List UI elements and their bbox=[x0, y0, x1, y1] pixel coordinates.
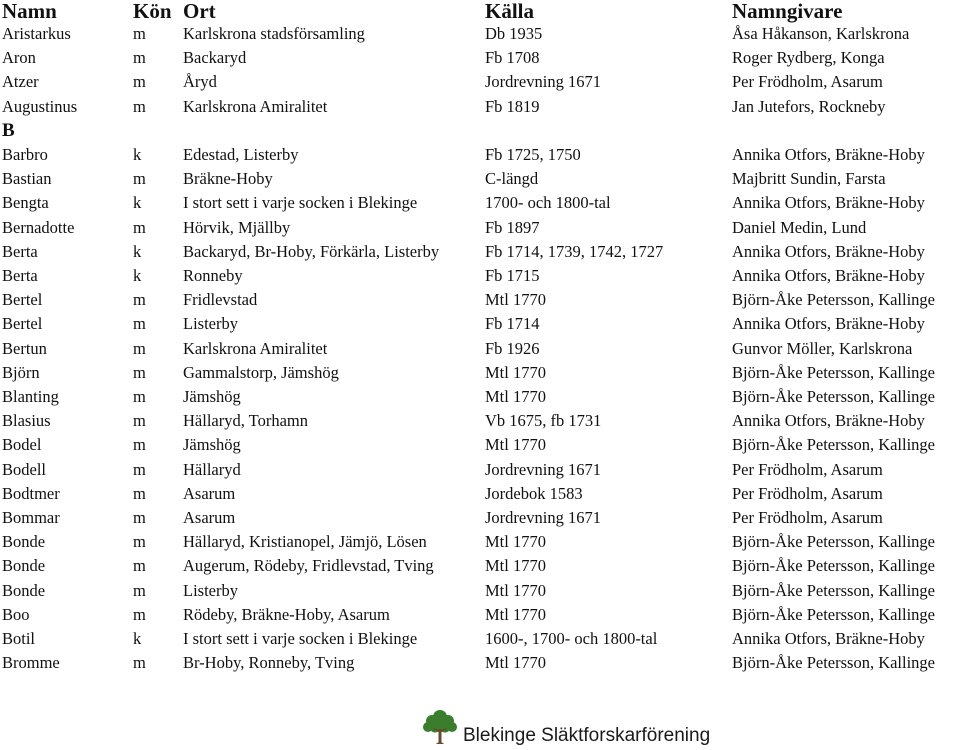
cell-ort: Hällaryd, Kristianopel, Jämjö, Lösen bbox=[183, 532, 427, 552]
table-row bbox=[2, 603, 960, 627]
cell-kon: m bbox=[133, 96, 146, 116]
table-row bbox=[2, 361, 960, 385]
table-row bbox=[2, 627, 960, 651]
table-row bbox=[2, 264, 960, 288]
table-row bbox=[2, 337, 960, 361]
cell-namn: Bastian bbox=[2, 169, 52, 189]
table-row bbox=[2, 579, 960, 603]
table-row bbox=[2, 22, 960, 46]
cell-ort: Jämshög bbox=[183, 435, 241, 455]
cell-kalla: Fb 1897 bbox=[485, 217, 540, 237]
cell-kon: m bbox=[133, 24, 146, 43]
column-header-namngivare: Namngivare bbox=[732, 0, 843, 23]
table-row bbox=[2, 46, 960, 70]
cell-namngivare: Björn-Åke Petersson, Kallinge bbox=[732, 556, 936, 576]
cell-ort: Bräkne-Hoby bbox=[183, 169, 273, 189]
cell-kalla: Jordrevning 1671 bbox=[485, 508, 601, 528]
cell-kalla: Fb 1926 bbox=[485, 338, 540, 358]
table-row bbox=[2, 191, 960, 215]
cell-namn: Berta bbox=[2, 241, 38, 261]
cell-namn: Bonde bbox=[2, 556, 46, 576]
table-row bbox=[2, 70, 960, 94]
column-header-ort: Ort bbox=[183, 0, 216, 23]
cell-kalla: Mtl 1770 bbox=[485, 532, 546, 552]
cell-namn: Augustinus bbox=[2, 96, 78, 116]
cell-kalla: Fb 1714, 1739, 1742, 1727 bbox=[485, 241, 664, 261]
cell-ort: Gammalstorp, Jämshög bbox=[183, 362, 339, 382]
cell-kon: m bbox=[133, 604, 146, 624]
cell-kon: m bbox=[133, 580, 146, 600]
table-row bbox=[2, 216, 960, 240]
cell-namn: Aristarkus bbox=[2, 24, 71, 43]
column-header-kon: Kön bbox=[133, 0, 172, 23]
cell-kon: m bbox=[133, 411, 146, 431]
cell-namn: Berta bbox=[2, 266, 38, 286]
table-row bbox=[2, 458, 960, 482]
cell-kalla: 1700- och 1800-tal bbox=[485, 193, 611, 213]
section-letter: B bbox=[2, 119, 15, 141]
cell-ort: Rödeby, Bräkne-Hoby, Asarum bbox=[183, 604, 390, 624]
cell-ort: Karlskrona Amiralitet bbox=[183, 96, 328, 116]
cell-kon: m bbox=[133, 483, 146, 503]
cell-kon: k bbox=[133, 241, 142, 261]
cell-ort: Jämshög bbox=[183, 387, 241, 407]
cell-kon: m bbox=[133, 169, 146, 189]
cell-ort: Backaryd, Br-Hoby, Förkärla, Listerby bbox=[183, 241, 440, 261]
table-body-b bbox=[2, 143, 960, 675]
section-letter-row bbox=[2, 119, 960, 143]
cell-namn: Bonde bbox=[2, 580, 46, 600]
cell-ort: Hörvik, Mjällby bbox=[183, 217, 291, 237]
cell-ort: I stort sett i varje socken i Blekinge bbox=[183, 193, 418, 213]
cell-namngivare: Annika Otfors, Bräkne-Hoby bbox=[732, 411, 925, 431]
cell-ort: Asarum bbox=[183, 508, 236, 528]
cell-namngivare: Per Frödholm, Asarum bbox=[732, 508, 883, 528]
cell-namngivare: Annika Otfors, Bräkne-Hoby bbox=[732, 314, 925, 334]
cell-kon: m bbox=[133, 508, 146, 528]
cell-kalla: Mtl 1770 bbox=[485, 556, 546, 576]
cell-namn: Bengta bbox=[2, 193, 49, 213]
table-row bbox=[2, 288, 960, 312]
cell-kalla: Mtl 1770 bbox=[485, 362, 546, 382]
cell-ort: Åryd bbox=[183, 72, 217, 92]
cell-namngivare: Björn-Åke Petersson, Kallinge bbox=[732, 290, 936, 310]
cell-namn: Bertun bbox=[2, 338, 47, 358]
cell-kon: m bbox=[133, 338, 146, 358]
table-header-row bbox=[2, 0, 960, 22]
table-row bbox=[2, 433, 960, 457]
cell-kalla: Fb 1819 bbox=[485, 96, 540, 116]
cell-namngivare: Annika Otfors, Bräkne-Hoby bbox=[732, 241, 925, 261]
cell-namngivare: Annika Otfors, Bräkne-Hoby bbox=[732, 193, 925, 213]
cell-namngivare: Björn-Åke Petersson, Kallinge bbox=[732, 532, 936, 552]
cell-kon: m bbox=[133, 556, 146, 576]
cell-kon: k bbox=[133, 145, 142, 165]
cell-namn: Atzer bbox=[2, 72, 39, 92]
cell-namngivare: Annika Otfors, Bräkne-Hoby bbox=[732, 629, 925, 649]
cell-ort: Listerby bbox=[183, 580, 238, 600]
cell-namn: Aron bbox=[2, 48, 36, 68]
cell-kalla: C-längd bbox=[485, 169, 539, 189]
cell-ort: I stort sett i varje socken i Blekinge bbox=[183, 629, 418, 649]
cell-kalla: Jordebok 1583 bbox=[485, 483, 583, 503]
cell-kalla: Vb 1675, fb 1731 bbox=[485, 411, 602, 431]
cell-kon: m bbox=[133, 435, 146, 455]
cell-namn: Bodell bbox=[2, 459, 46, 479]
cell-kalla: Fb 1714 bbox=[485, 314, 540, 334]
cell-kon: m bbox=[133, 48, 146, 68]
cell-kon: m bbox=[133, 72, 146, 92]
cell-namn: Bertel bbox=[2, 314, 43, 334]
cell-kalla: 1600-, 1700- och 1800-tal bbox=[485, 629, 658, 649]
section-letter-group bbox=[2, 119, 960, 143]
table-row bbox=[2, 409, 960, 433]
table-row bbox=[2, 530, 960, 554]
cell-kalla: Fb 1725, 1750 bbox=[485, 145, 581, 165]
cell-kalla: Jordrevning 1671 bbox=[485, 72, 601, 92]
cell-namngivare: Björn-Åke Petersson, Kallinge bbox=[732, 580, 936, 600]
cell-namn: Bodtmer bbox=[2, 483, 60, 503]
footer-organization-name: Blekinge Släktforskarförening bbox=[463, 725, 711, 746]
table-row bbox=[2, 385, 960, 409]
cell-namngivare: Roger Rydberg, Konga bbox=[732, 48, 885, 68]
cell-kon: m bbox=[133, 290, 146, 310]
column-header-namn: Namn bbox=[2, 0, 57, 23]
cell-kon: m bbox=[133, 532, 146, 552]
cell-namngivare: Björn-Åke Petersson, Kallinge bbox=[732, 387, 936, 407]
cell-namn: Bodel bbox=[2, 435, 42, 455]
table-row bbox=[2, 651, 960, 675]
cell-namn: Blanting bbox=[2, 387, 59, 407]
cell-kon: m bbox=[133, 314, 146, 334]
cell-kon: m bbox=[133, 217, 146, 237]
cell-namngivare: Björn-Åke Petersson, Kallinge bbox=[732, 435, 936, 455]
cell-ort: Karlskrona Amiralitet bbox=[183, 338, 328, 358]
cell-ort: Asarum bbox=[183, 483, 236, 503]
cell-namn: Bonde bbox=[2, 532, 46, 552]
cell-kalla: Mtl 1770 bbox=[485, 435, 546, 455]
cell-namngivare: Björn-Åke Petersson, Kallinge bbox=[732, 362, 936, 382]
cell-kalla: Db 1935 bbox=[485, 24, 543, 43]
cell-namn: Bertel bbox=[2, 290, 43, 310]
table-row bbox=[2, 482, 960, 506]
table-row bbox=[2, 143, 960, 167]
cell-kon: m bbox=[133, 387, 146, 407]
cell-ort: Listerby bbox=[183, 314, 238, 334]
cell-kalla: Mtl 1770 bbox=[485, 580, 546, 600]
cell-namn: Bernadotte bbox=[2, 217, 75, 237]
cell-namngivare: Björn-Åke Petersson, Kallinge bbox=[732, 653, 936, 673]
cell-ort: Hällaryd bbox=[183, 459, 241, 479]
cell-namngivare: Per Frödholm, Asarum bbox=[732, 459, 883, 479]
cell-namn: Bromme bbox=[2, 653, 60, 673]
cell-kon: k bbox=[133, 629, 142, 649]
cell-ort: Br-Hoby, Ronneby, Tving bbox=[183, 653, 355, 673]
cell-namngivare: Annika Otfors, Bräkne-Hoby bbox=[732, 145, 925, 165]
cell-kalla: Mtl 1770 bbox=[485, 387, 546, 407]
cell-namn: Boo bbox=[2, 604, 30, 624]
table-row bbox=[2, 240, 960, 264]
table-row bbox=[2, 95, 960, 119]
column-header-kalla: Källa bbox=[485, 0, 535, 23]
cell-namn: Björn bbox=[2, 362, 40, 382]
cell-kalla: Mtl 1770 bbox=[485, 290, 546, 310]
cell-namn: Blasius bbox=[2, 411, 51, 431]
cell-namngivare: Björn-Åke Petersson, Kallinge bbox=[732, 604, 936, 624]
cell-namngivare: Per Frödholm, Asarum bbox=[732, 72, 883, 92]
cell-kon: m bbox=[133, 459, 146, 479]
cell-namngivare: Majbritt Sundin, Farsta bbox=[732, 169, 886, 189]
cell-kalla: Mtl 1770 bbox=[485, 653, 546, 673]
cell-kon: m bbox=[133, 653, 146, 673]
cell-kon: k bbox=[133, 193, 142, 213]
cell-kon: k bbox=[133, 266, 142, 286]
tree-logo-icon bbox=[421, 707, 459, 747]
cell-namn: Barbro bbox=[2, 145, 48, 165]
cell-kalla: Fb 1708 bbox=[485, 48, 540, 68]
table-row bbox=[2, 167, 960, 191]
table-row bbox=[2, 506, 960, 530]
table-row bbox=[2, 554, 960, 578]
table-row bbox=[2, 312, 960, 336]
cell-namngivare: Åsa Håkanson, Karlskrona bbox=[732, 24, 910, 43]
cell-namn: Bommar bbox=[2, 508, 60, 528]
cell-ort: Edestad, Listerby bbox=[183, 145, 299, 165]
cell-ort: Backaryd bbox=[183, 48, 247, 68]
cell-ort: Hällaryd, Torhamn bbox=[183, 411, 309, 431]
names-table bbox=[2, 0, 960, 675]
cell-ort: Karlskrona stadsförsamling bbox=[183, 24, 365, 43]
cell-ort: Ronneby bbox=[183, 266, 243, 286]
cell-namn: Botil bbox=[2, 629, 36, 649]
cell-ort: Fridlevstad bbox=[183, 290, 258, 310]
cell-kalla: Jordrevning 1671 bbox=[485, 459, 601, 479]
cell-namngivare: Gunvor Möller, Karlskrona bbox=[732, 338, 913, 358]
cell-kon: m bbox=[133, 362, 146, 382]
table-body-a bbox=[2, 22, 960, 119]
cell-ort: Augerum, Rödeby, Fridlevstad, Tving bbox=[183, 556, 434, 576]
cell-namngivare: Daniel Medin, Lund bbox=[732, 217, 867, 237]
cell-namngivare: Per Frödholm, Asarum bbox=[732, 483, 883, 503]
footer-logo bbox=[421, 707, 459, 747]
cell-namngivare: Jan Jutefors, Rockneby bbox=[732, 96, 886, 116]
cell-kalla: Mtl 1770 bbox=[485, 604, 546, 624]
cell-namngivare: Annika Otfors, Bräkne-Hoby bbox=[732, 266, 925, 286]
cell-kalla: Fb 1715 bbox=[485, 266, 540, 286]
